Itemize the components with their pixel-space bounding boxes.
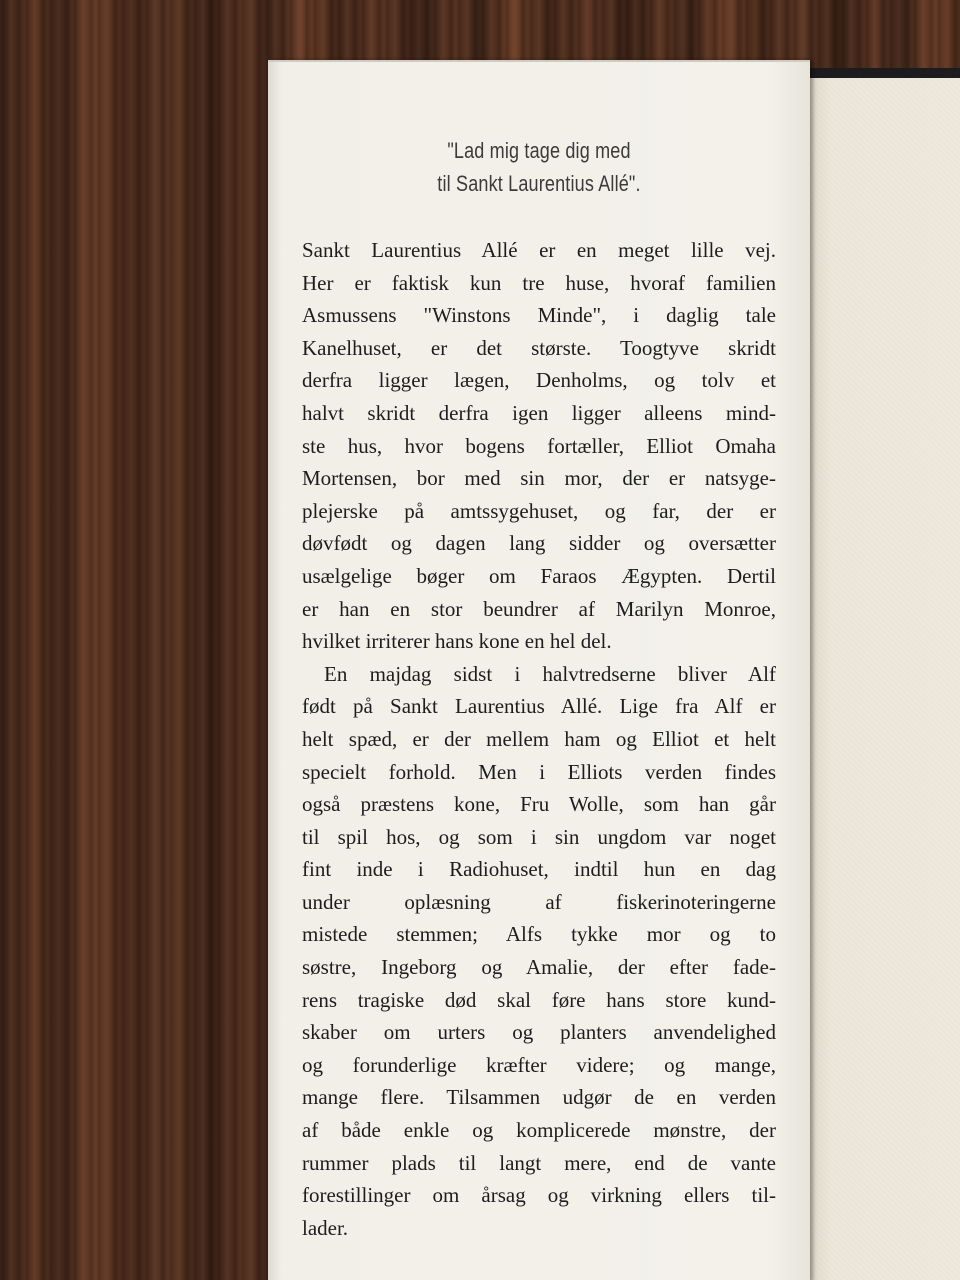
quote-line: "Lad mig tage dig med bbox=[447, 138, 631, 163]
blurb-line: En majdag sidst i halvtredserne bliver Alf bbox=[324, 661, 776, 686]
blurb-line: er han en stor beundrer af Marilyn Monroe, bbox=[302, 596, 776, 621]
blurb-line: Mortensen, bor med sin mor, der er natsyge- bbox=[302, 466, 776, 491]
blurb-line: skaber om urters og planters anvendelighed bbox=[302, 1020, 776, 1045]
blurb-line: fint inde i Radiohuset, indtil hun en dag bbox=[302, 857, 776, 882]
blurb-line: derfra ligger lægen, Denholms, og tolv et bbox=[302, 368, 776, 393]
flap-quote bbox=[317, 134, 761, 200]
blurb-line: forestillinger om årsag og virkning ellers til- bbox=[302, 1183, 776, 1208]
blurb-line: født på Sankt Laurentius Allé. Lige fra Alf er bbox=[302, 694, 776, 719]
blurb-line: rummer plads til langt mere, end de vante bbox=[302, 1150, 776, 1175]
blurb-line: lader. bbox=[302, 1215, 349, 1240]
blurb-line: døvfødt og dagen lang sidder og oversætter bbox=[302, 531, 776, 556]
blurb-line: plejerske på amtssygehuset, og far, der er bbox=[302, 498, 776, 523]
blurb-line: Asmussens "Winstons Minde", i daglig tale bbox=[302, 303, 776, 328]
blurb-line: til spil hos, og som i sin ungdom var noget bbox=[302, 824, 776, 849]
book-endpaper bbox=[800, 78, 960, 1280]
blurb-line: og forunderlige kræfter videre; og mange, bbox=[302, 1052, 776, 1077]
blurb-line: halvt skridt derfra igen ligger alleens mind- bbox=[302, 400, 776, 425]
blurb-line: søstre, Ingeborg og Amalie, der efter fade- bbox=[302, 955, 776, 980]
blurb-line: usælgelige bøger om Faraos Ægypten. Dertil bbox=[302, 563, 776, 588]
blurb-line: Kanelhuset, er det største. Toogtyve skridt bbox=[302, 335, 776, 360]
blurb-line: helt spæd, er der mellem ham og Elliot et helt bbox=[302, 726, 776, 751]
blurb-line: rens tragiske død skal føre hans store kund- bbox=[302, 987, 776, 1012]
blurb-line: mistede stemmen; Alfs tykke mor og to bbox=[302, 922, 776, 947]
quote-line: til Sankt Laurentius Allé". bbox=[437, 171, 641, 196]
flap-blurb bbox=[302, 234, 776, 1244]
blurb-line: specielt forhold. Men i Elliots verden findes bbox=[302, 759, 776, 784]
blurb-line: under oplæsning af fiskerinoteringerne bbox=[302, 889, 776, 914]
blurb-line: Her er faktisk kun tre huse, hvoraf familien bbox=[302, 270, 776, 295]
dust-jacket-flap bbox=[268, 60, 810, 1280]
blurb-line: hvilket irriterer hans kone en hel del. bbox=[302, 629, 612, 654]
blurb-line: mange flere. Tilsammen udgør de en verden bbox=[302, 1085, 776, 1110]
blurb-line: af både enkle og komplicerede mønstre, der bbox=[302, 1118, 776, 1143]
blurb-line: ste hus, hvor bogens fortæller, Elliot Omaha bbox=[302, 433, 776, 458]
blurb-line: Sankt Laurentius Allé er en meget lille vej. bbox=[302, 238, 776, 262]
blurb-line: også præstens kone, Fru Wolle, som han går bbox=[302, 792, 776, 817]
